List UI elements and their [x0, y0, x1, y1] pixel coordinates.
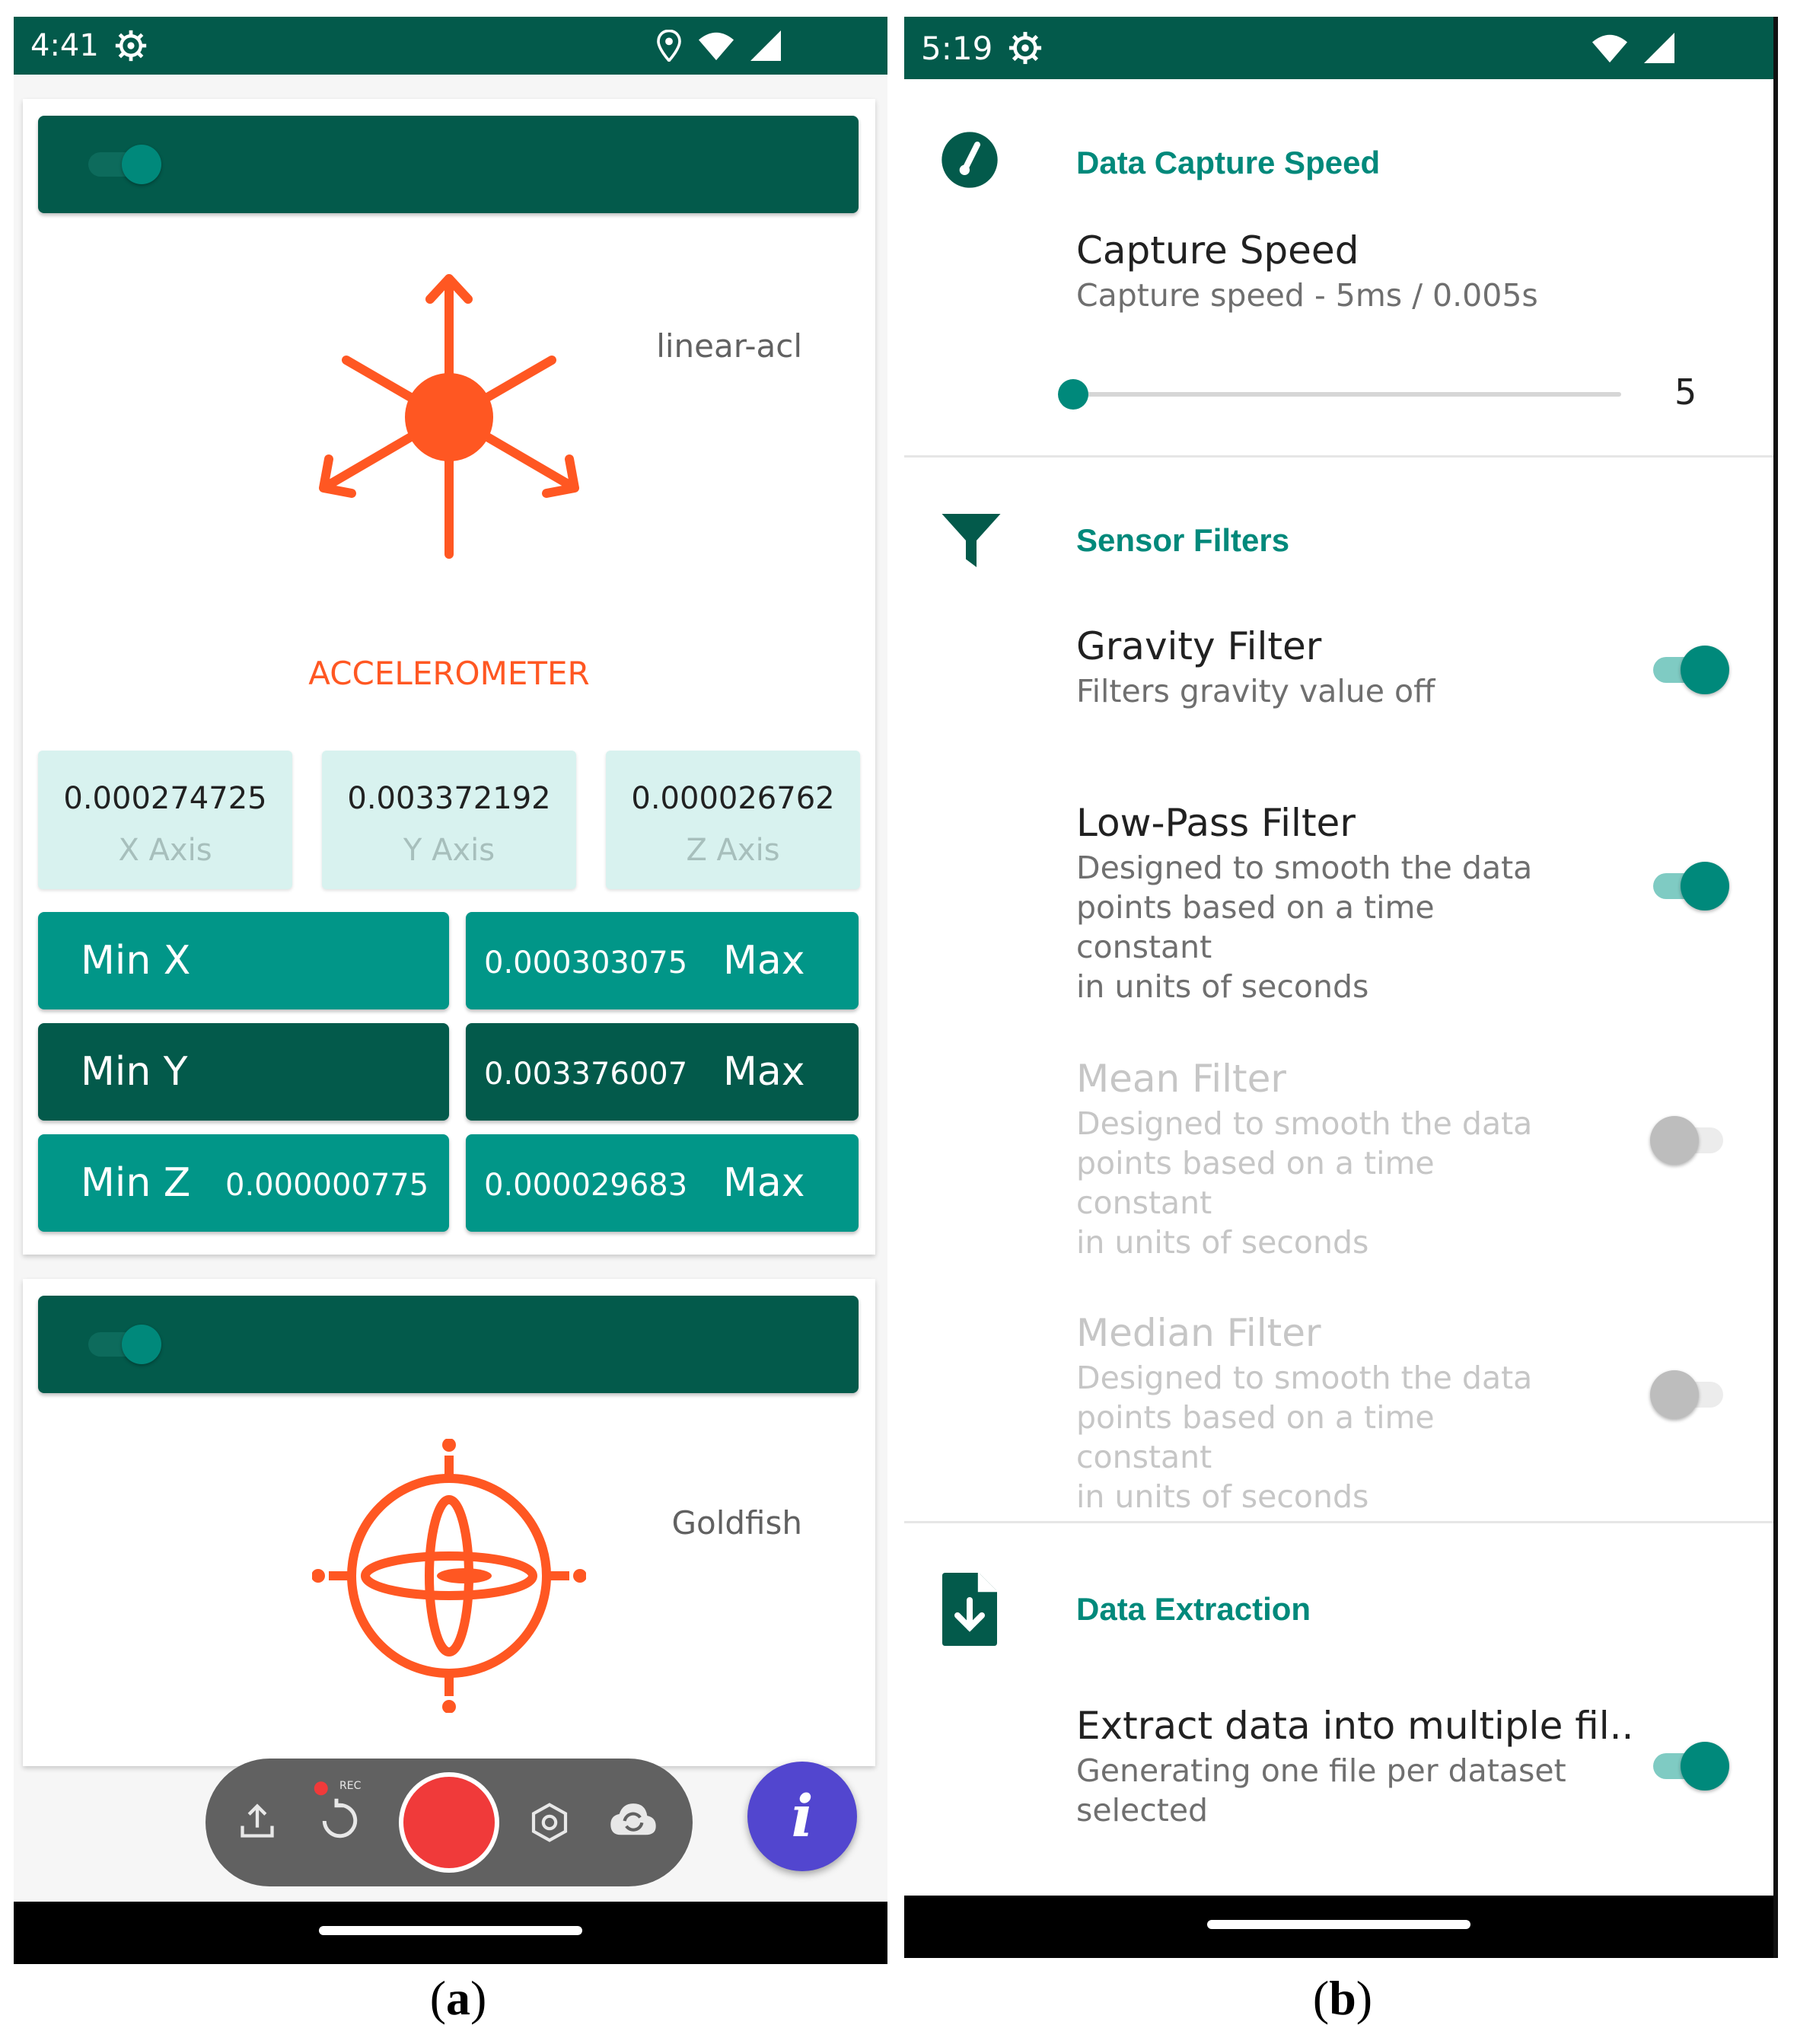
mean-filter-switch: [1650, 1114, 1729, 1166]
navigation-bar: [904, 1896, 1773, 1958]
section-divider: [904, 1521, 1773, 1523]
extract-multiple-files-switch[interactable]: [1650, 1740, 1729, 1792]
max-y-button[interactable]: [466, 1023, 859, 1121]
summary-line: Generating one file per dataset: [1076, 1752, 1566, 1789]
max-x-button[interactable]: [466, 912, 859, 1009]
min-label: Min Y: [81, 1049, 188, 1095]
file-download-icon: [939, 1570, 1000, 1649]
summary-line: in units of seconds: [1076, 1224, 1369, 1261]
min-label: Min X: [81, 938, 191, 984]
z-axis-readout: [606, 751, 860, 889]
pref-summary: Filters gravity value off: [1076, 673, 1435, 710]
pref-summary: [1076, 1358, 1579, 1516]
wifi-icon: [699, 30, 734, 61]
rec-badge: REC: [339, 1780, 362, 1792]
pref-title: Extract data into multiple fil..: [1076, 1704, 1634, 1748]
summary-line: Designed to smooth the data: [1076, 1360, 1533, 1396]
section-title-extraction: Data Extraction: [1076, 1591, 1311, 1627]
filter-icon: [939, 510, 1003, 571]
accelerometer-icon: [304, 273, 594, 562]
sensor-card-accelerometer: [23, 99, 875, 1255]
status-time: 5:19: [921, 29, 993, 67]
max-label: Max: [723, 1049, 805, 1095]
axis-label: X Axis: [118, 833, 212, 868]
sensor-type-label: ACCELEROMETER: [308, 655, 590, 692]
wifi-icon: [1592, 33, 1627, 63]
navigation-bar: [14, 1902, 887, 1964]
home-indicator[interactable]: [1207, 1920, 1470, 1929]
section-title-capture: Data Capture Speed: [1076, 145, 1381, 180]
summary-line: Designed to smooth the data: [1076, 1105, 1533, 1142]
capture-speed-summary: Capture speed - 5ms / 0.005s: [1076, 277, 1538, 314]
capture-speed-value: 5: [1674, 371, 1697, 413]
caption-a: (a): [429, 1971, 487, 2025]
recording-toolbar: [206, 1759, 693, 1886]
summary-line: in units of seconds: [1076, 1478, 1369, 1515]
axis-value: 0.000274725: [63, 781, 267, 816]
hexagon-settings-icon[interactable]: [528, 1801, 571, 1844]
signal-icon: [1644, 33, 1674, 63]
gear-icon: [114, 29, 148, 62]
min-x-button[interactable]: [38, 912, 449, 1009]
signal-icon: [750, 30, 781, 61]
gyroscope-icon: [312, 1439, 586, 1713]
capture-speed-slider[interactable]: [1073, 379, 1621, 410]
axis-value: 0.003372192: [347, 781, 551, 816]
section-divider: [904, 455, 1773, 458]
status-bar: [14, 17, 887, 75]
sensor-enable-toggle[interactable]: [88, 145, 161, 184]
y-axis-readout: [322, 751, 576, 889]
min-label: Min Z: [81, 1160, 191, 1206]
home-indicator[interactable]: [319, 1926, 582, 1935]
sensor-header: [38, 116, 859, 213]
settings-screen: [904, 17, 1778, 1958]
location-icon: [656, 30, 682, 62]
gear-icon: [1008, 30, 1043, 65]
min-y-button[interactable]: [38, 1023, 449, 1121]
summary-line: in units of seconds: [1076, 968, 1369, 1005]
axis-value: 0.000026762: [631, 781, 835, 816]
record-button[interactable]: [399, 1772, 499, 1873]
speedometer-icon: [939, 129, 1000, 190]
summary-line: points based on a time constant: [1076, 889, 1435, 965]
pref-summary: [1076, 1104, 1579, 1262]
info-button[interactable]: i: [747, 1762, 857, 1871]
low-pass-filter-switch[interactable]: [1650, 860, 1729, 912]
max-value: 0.000303075: [484, 945, 688, 981]
slider-thumb[interactable]: [1058, 379, 1088, 410]
caption-b: (b): [1312, 1971, 1373, 2025]
gravity-filter-switch[interactable]: [1650, 644, 1729, 696]
sensor-dashboard-screen: [14, 17, 887, 1964]
section-title-filters: Sensor Filters: [1076, 522, 1290, 558]
cloud-sync-icon[interactable]: [609, 1800, 658, 1842]
max-value: 0.000029683: [484, 1168, 688, 1203]
sensor-enable-toggle[interactable]: [88, 1325, 161, 1364]
summary-line: points based on a time constant: [1076, 1145, 1435, 1221]
summary-line: points based on a time constant: [1076, 1399, 1435, 1475]
min-value: 0.000000775: [225, 1168, 429, 1203]
max-label: Max: [723, 1160, 805, 1206]
pref-summary: [1076, 848, 1579, 1006]
summary-line: selected: [1076, 1792, 1209, 1829]
max-z-button[interactable]: [466, 1134, 859, 1232]
max-value: 0.003376007: [484, 1057, 688, 1092]
pref-title: Median Filter: [1076, 1311, 1321, 1355]
sensor-card-gyroscope: [23, 1279, 875, 1766]
sensor-name: linear-acl: [656, 327, 802, 365]
axis-label: Z Axis: [686, 833, 780, 868]
median-filter-switch: [1650, 1369, 1729, 1421]
sensor-header: [38, 1296, 859, 1393]
status-time: 4:41: [30, 28, 99, 63]
axis-label: Y Axis: [403, 833, 495, 868]
pref-title: Low-Pass Filter: [1076, 801, 1356, 845]
sensor-name: Goldfish: [671, 1504, 802, 1542]
min-z-button[interactable]: [38, 1134, 449, 1232]
pref-summary: [1076, 1751, 1579, 1830]
max-label: Max: [723, 938, 805, 984]
status-bar: [904, 17, 1773, 79]
pref-title: Mean Filter: [1076, 1057, 1286, 1101]
pref-title: Gravity Filter: [1076, 624, 1322, 668]
capture-speed-title: Capture Speed: [1076, 228, 1359, 273]
summary-line: Designed to smooth the data: [1076, 850, 1533, 886]
x-axis-readout: [38, 751, 292, 889]
upload-icon[interactable]: [237, 1801, 277, 1841]
